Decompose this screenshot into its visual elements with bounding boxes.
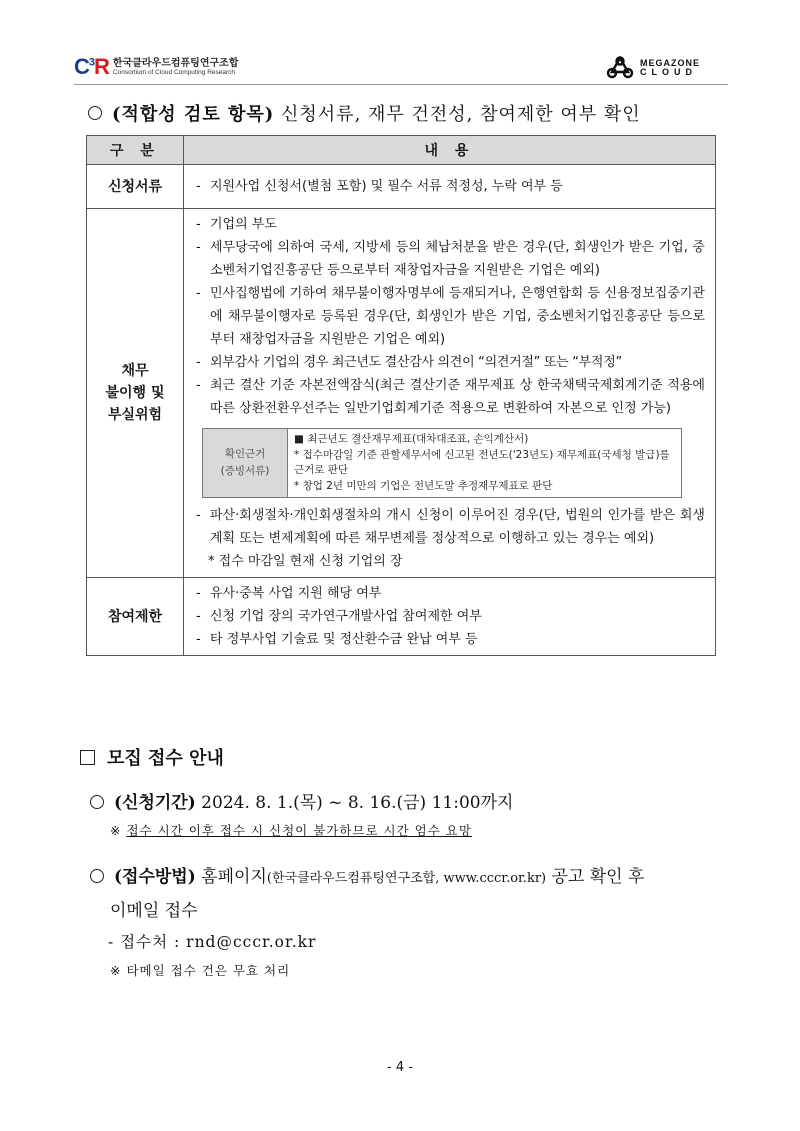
megazone-logo — [606, 56, 700, 80]
org-name-english: Consortium of Cloud Computing Research — [112, 68, 236, 76]
table-row — [87, 165, 716, 209]
list-item: - 지원사업 신청서(별첨 포함) 및 필수 서류 적정성, 누락 여부 등 — [196, 179, 563, 194]
c3r-logo-mark: $C^3R$ — [74, 54, 109, 79]
list-item: - 기업의 부도 — [196, 217, 277, 232]
consortium-logo — [74, 54, 239, 80]
list-item: - 세무당국에 의하여 국세, 지방세 등의 체납처분을 받은 경우(단, 회생인가 받은 기업, 중소벤처기업진흥공단 등으로부터 재창업자금을 지원받은 기업은 예외) — [196, 240, 705, 278]
section-application-title: 모집 접수 안내 — [80, 744, 224, 770]
email-note: ※ 타메일 접수 건은 무효 처리 — [110, 963, 291, 978]
row-content — [184, 578, 716, 656]
period-note: ※ 접수 시간 이후 접수 시 신청이 불가하므로 시간 엄수 요망 — [110, 823, 472, 838]
list-item: - 최근 결산 기준 자본전액잠식(최근 결산기준 재무제표 상 한국채택국제회계기준 적용에 따른 상환전환우선주는 일반기업회계기준 적용으로 변환하여 자본으로 인정 가능) — [196, 378, 705, 416]
header-content: 내 용 — [184, 136, 716, 165]
circle-bullet-icon — [90, 869, 104, 883]
row-content — [184, 165, 716, 209]
header-divider — [74, 84, 728, 85]
table-row — [87, 578, 716, 656]
row-category: 채무 불이행 및 부실위험 — [87, 209, 184, 578]
header-category: 구 분 — [87, 136, 184, 165]
evidence-box — [202, 428, 682, 498]
row-category: 신청서류 — [87, 165, 184, 209]
square-bullet-icon — [80, 750, 95, 765]
table-row — [87, 209, 716, 578]
list-item: - 타 정부사업 기술료 및 정산환수금 완납 여부 등 — [196, 632, 478, 647]
list-item: - 민사집행법에 기하여 채무불이행자명부에 등재되거나, 은행연합회 등 신용정보집중기관에 채무불이행자로 등록된 경우(단, 회생인가 받은 기업, 중소벤처기업진흥공단 등으로부터 재창업자금을 지원받은 기업은 예외) — [196, 286, 705, 347]
table-header-row — [87, 136, 716, 165]
page-number: - 4 - — [387, 1060, 413, 1075]
list-item: - 신청 기업 장의 국가연구개발사업 참여제한 여부 — [196, 609, 482, 624]
evidence-label: 확인근거 (증빙서류) — [203, 429, 288, 498]
megazone-knot-icon — [606, 56, 634, 80]
circle-bullet-icon — [88, 106, 102, 120]
row-note: * 접수 마감일 현재 신청 기업의 장 — [208, 554, 403, 569]
row-content — [184, 209, 716, 578]
application-period: (신청기간) 2024. 8. 1.(목) ~ 8. 16.(금) 11:00까지 — [90, 788, 513, 813]
row-category: 참여제한 — [87, 578, 184, 656]
review-criteria-table — [86, 135, 716, 656]
list-item: - 외부감사 기업의 경우 최근년도 결산감사 의견이 “의견거절” 또는 “부적정” — [196, 355, 622, 370]
org-name — [113, 58, 239, 76]
circle-bullet-icon — [90, 795, 104, 809]
section-suitability-title: (적합성 검토 항목) 신청서류, 재무 건전성, 참여제한 여부 확인 — [88, 100, 641, 126]
list-item: - 유사·중복 사업 지원 해당 여부 — [196, 586, 382, 601]
application-method-cont: 이메일 접수 — [110, 901, 198, 921]
evidence-content: ■ 최근년도 결산재무제표(대차대조표, 손익계산서) * 접수마감일 기준 관할세무서에 신고된 전년도('23년도) 재무제표(국세청 발급)를 근거로 판단 * 창업 2년 미만의 기업은 전년도말 추정재무제표로 판단 — [288, 429, 682, 498]
org-name-korean: 한국클라우드컴퓨팅연구조합 — [112, 57, 239, 69]
application-method: (접수방법) 홈페이지(한국클라우드컴퓨팅연구조합, www.cccr.or.kr) 공고 확인 후 — [90, 862, 644, 887]
megazone-wordmark: MEGAZONE CLOUD — [640, 57, 701, 77]
list-item: - 파산·회생절차·개인회생절차의 개시 신청이 이루어진 경우(단, 법원의 인가를 받은 회생계획 또는 변제계획에 따른 채무변제를 정상적으로 이행하고 있는 경우는 예외) — [196, 508, 705, 546]
email-contact: - 접수처 : rnd@cccr.or.kr — [108, 933, 317, 951]
